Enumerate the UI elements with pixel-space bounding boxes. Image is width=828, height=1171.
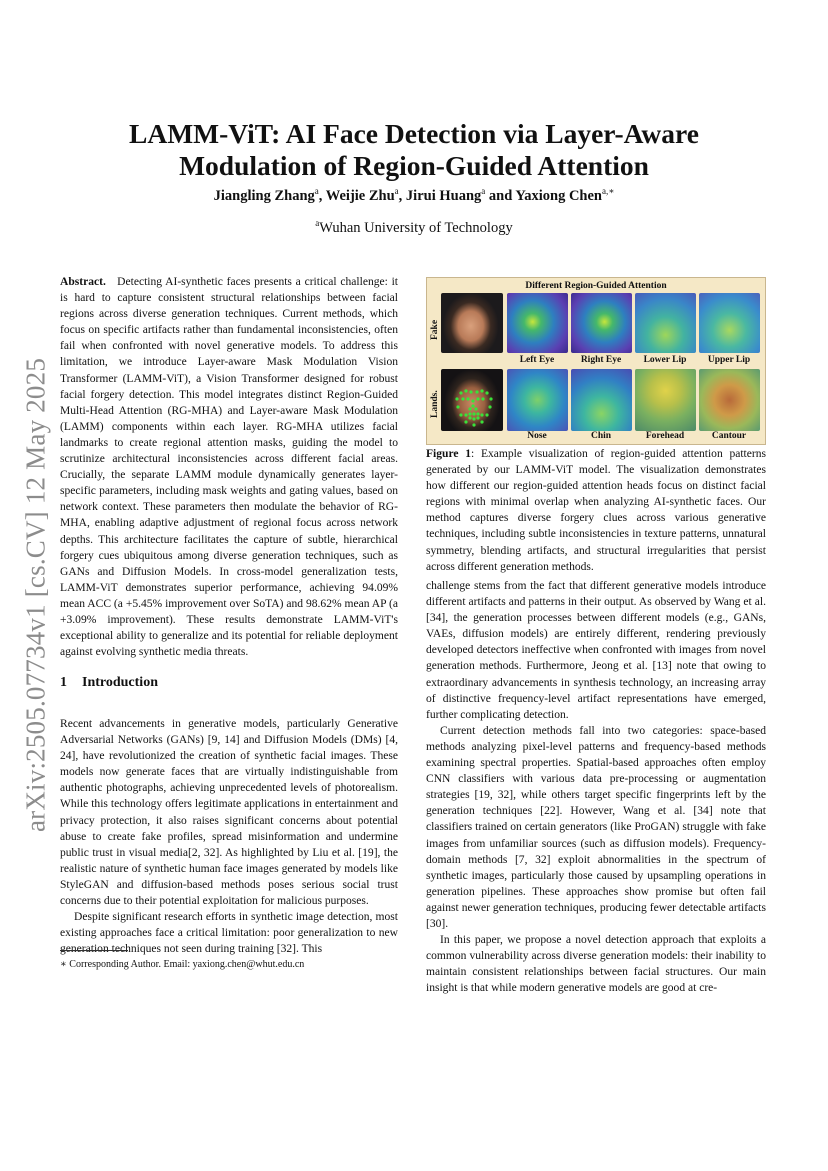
- attention-map-lower-lip: [635, 293, 696, 353]
- author-list: [60, 188, 768, 205]
- paper-title: [60, 118, 768, 182]
- attention-map-upper-lip: [699, 293, 760, 353]
- figure-title: Different Region-Guided Attention: [525, 281, 667, 291]
- caption-label: Figure 1: [426, 448, 472, 460]
- region-label: Nose: [527, 431, 547, 441]
- landmark-points: [441, 369, 503, 431]
- figure-1: [426, 277, 766, 445]
- affiliation-mark: a: [315, 218, 320, 229]
- author-separator: ,: [398, 188, 406, 204]
- abstract-text: Detecting AI-synthetic faces presents a critical challenge: it is hard to capture consistent structural relationships between facial regions across diverse generation techniques. Current methods, which focus on specific artifacts rather than fundamental inconsistencies, often fail when confronted with novel generative models. To address this limitation, we introduce Layer-aware Mask Modulation Vision Transformer (LAMM-ViT), a Vision Transformer designed for robust facial forgery detection. This model integrates distinct Region-Guided Multi-Head Attention (RG-MHA) and Layer-aware Mask Modulation (LAMM) components within each layer. RG-MHA utilizes facial landmarks to create regional attention masks, guiding the model to scrutinize architectural inconsistencies across different facial areas. Crucially, the separate LAMM module dynamically generates layer-specific parameters, including mask weights and gating values, based on network context. These parameters then modulate the behavior of RG-MHA, enabling adaptive adjustment of regional focus across network depths. This architecture facilitates the capture of subtle, hierarchical forgery cues ubiquitous among diverse generation techniques, such as GANs and Diffusion Models. In cross-model generalization tests, LAMM-ViT demonstrates superior performance, achieving 94.09% mean ACC (a +5.45% improvement over SoTA) and 98.62% mean AP (a +3.09% improvement). These results demonstrate LAMM-ViT's exceptional ability to generalize and its potential for reliable deployment against evolving synthetic media threats.: [60, 276, 398, 659]
- region-label: Chin: [590, 431, 612, 441]
- author-name: Jirui Huang: [405, 188, 482, 204]
- arxiv-identifier: arXiv:2505.07734v1 [cs.CV] 12 May 2025: [20, 357, 51, 833]
- author-separator: and: [485, 188, 516, 204]
- row-label-fake: Fake: [430, 319, 440, 340]
- author-name: Jiangling Zhang: [213, 188, 315, 204]
- title-line-1: LAMM-ViT: AI Face Detection via Layer-Aware: [129, 118, 699, 149]
- title-line-2: Modulation of Region-Guided Attention: [179, 150, 649, 181]
- region-label: Left Eye: [519, 355, 555, 365]
- author-affiliation-mark: a: [314, 186, 319, 197]
- landmarks-face-image: [441, 369, 503, 431]
- affiliation-name: Wuhan University of Technology: [319, 220, 513, 236]
- caption-text: : Example visualization of region-guided attention patterns generated by our LAMM-ViT model. The visualization demonstrates how different our region-guided attention heads focus on distinct facial regions with minimal overlap when analyzing AI-synthetic faces. Our method captures diverse forgery clues across various generative techniques, including subtle inconsistencies in texture patterns, unnatural symmetry, blending artifacts, and structural irregularities that persist across different generation methods.: [426, 448, 766, 573]
- abstract-label: Abstract.: [60, 276, 106, 288]
- region-label: Cantour: [711, 431, 747, 441]
- attention-map-contour: [699, 369, 760, 431]
- section-number: 1: [60, 675, 67, 690]
- affiliation: [60, 220, 768, 237]
- introduction-body: [60, 716, 398, 957]
- attention-map-left-eye: [507, 293, 568, 353]
- row-label-landmarks: Lands.: [430, 390, 440, 418]
- section-title: Introduction: [82, 675, 158, 690]
- author-name: Weijie Zhu: [325, 188, 395, 204]
- author-affiliation-mark: a: [394, 186, 399, 197]
- body-paragraph: Current detection methods fall into two categories: space-based methods analyzing pixel-level patterns and frequency-based methods examining spectral properties. Spatial-based approaches often employ CNN classifiers with various data pre-processing or augmentation strategies [19, 32], while others target specific fingerprints left by the generation techniques [22]. However, Wang et al. [34] note that classifiers trained on certain generators (like ProGAN) struggle with fake images from unfamiliar sources (such as diffusion models). Frequency-domain methods [7, 32] exploit abnormalities in the spectrum of synthetic images, particularly those caused by upsampling operations in generation pipelines. These approaches show promise but often fail against newer generation techniques, producing fewer detectable artifacts [30].: [426, 724, 766, 930]
- attention-map-chin: [571, 369, 632, 431]
- region-label: Right Eye: [580, 355, 622, 365]
- section-heading: [60, 675, 398, 691]
- footnote: ∗ Corresponding Author. Email: yaxiong.chen@whut.edu.cn: [60, 959, 305, 970]
- intro-paragraph: Despite significant research efforts in synthetic image detection, most existing approaches face a critical limitation: poor generalization to new generation techniques not seen during training [32]. This: [60, 911, 398, 956]
- region-label: Upper Lip: [707, 355, 751, 365]
- author-name: Yaxiong Chen: [515, 188, 602, 204]
- author-affiliation-mark: a,∗: [601, 186, 615, 197]
- region-label: Lower Lip: [643, 355, 687, 365]
- footnote-rule: [60, 950, 128, 951]
- intro-paragraph: Recent advancements in generative models, particularly Generative Adversarial Networks (GANs) [9, 14] and Diffusion Models (DMs) [4, 24], have revolutionized the creation of synthetic facial images. These models now generate faces that are virtually indistinguishable from authentic photographs, achieving unprecedented levels of photorealism. While this technology offers legitimate applications in entertainment and privacy protection, it also raises significant concerns about potential abuse to create fake profiles, spread misinformation and undermine public trust in visual media[2, 32]. As highlighted by Liu et al. [19], the realistic nature of synthetic human face images generated by models like StyleGAN and diffusion-based methods poses serious social trust concerns due to their potential exploitation for malicious purposes.: [60, 718, 398, 908]
- arxiv-side-stamp: [6, 345, 66, 845]
- figure-caption: [426, 446, 766, 575]
- fake-face-image: [441, 293, 503, 353]
- attention-map-right-eye: [571, 293, 632, 353]
- region-label: Forehead: [645, 431, 685, 441]
- author-separator: ,: [318, 188, 326, 204]
- author-affiliation-mark: a: [481, 186, 486, 197]
- body-paragraph: In this paper, we propose a novel detection approach that exploits a common vulnerability across diverse generation models: their inability to maintain consistent relationships between facial structures. Our main insight is that while modern generative models are good at cre-: [426, 934, 766, 995]
- attention-map-nose: [507, 369, 568, 431]
- right-column-body: [426, 578, 766, 996]
- attention-map-forehead: [635, 369, 696, 431]
- body-paragraph: challenge stems from the fact that different generative models introduce different artifacts and patterns in their output. As observed by Wang et al. [34], the generation processes between different models (e.g., GANs, VAEs, diffusion models) are entirely different, rendering previously developed detectors ineffective when confronted with images from novel generation methods. Furthermore, Jeong et al. [13] note that owing to extraordinary advancements in synthesis technology, an increasing array of distinctive frequency-level artifact representations have emerged, further complicating detection.: [426, 580, 766, 721]
- abstract: [60, 274, 398, 660]
